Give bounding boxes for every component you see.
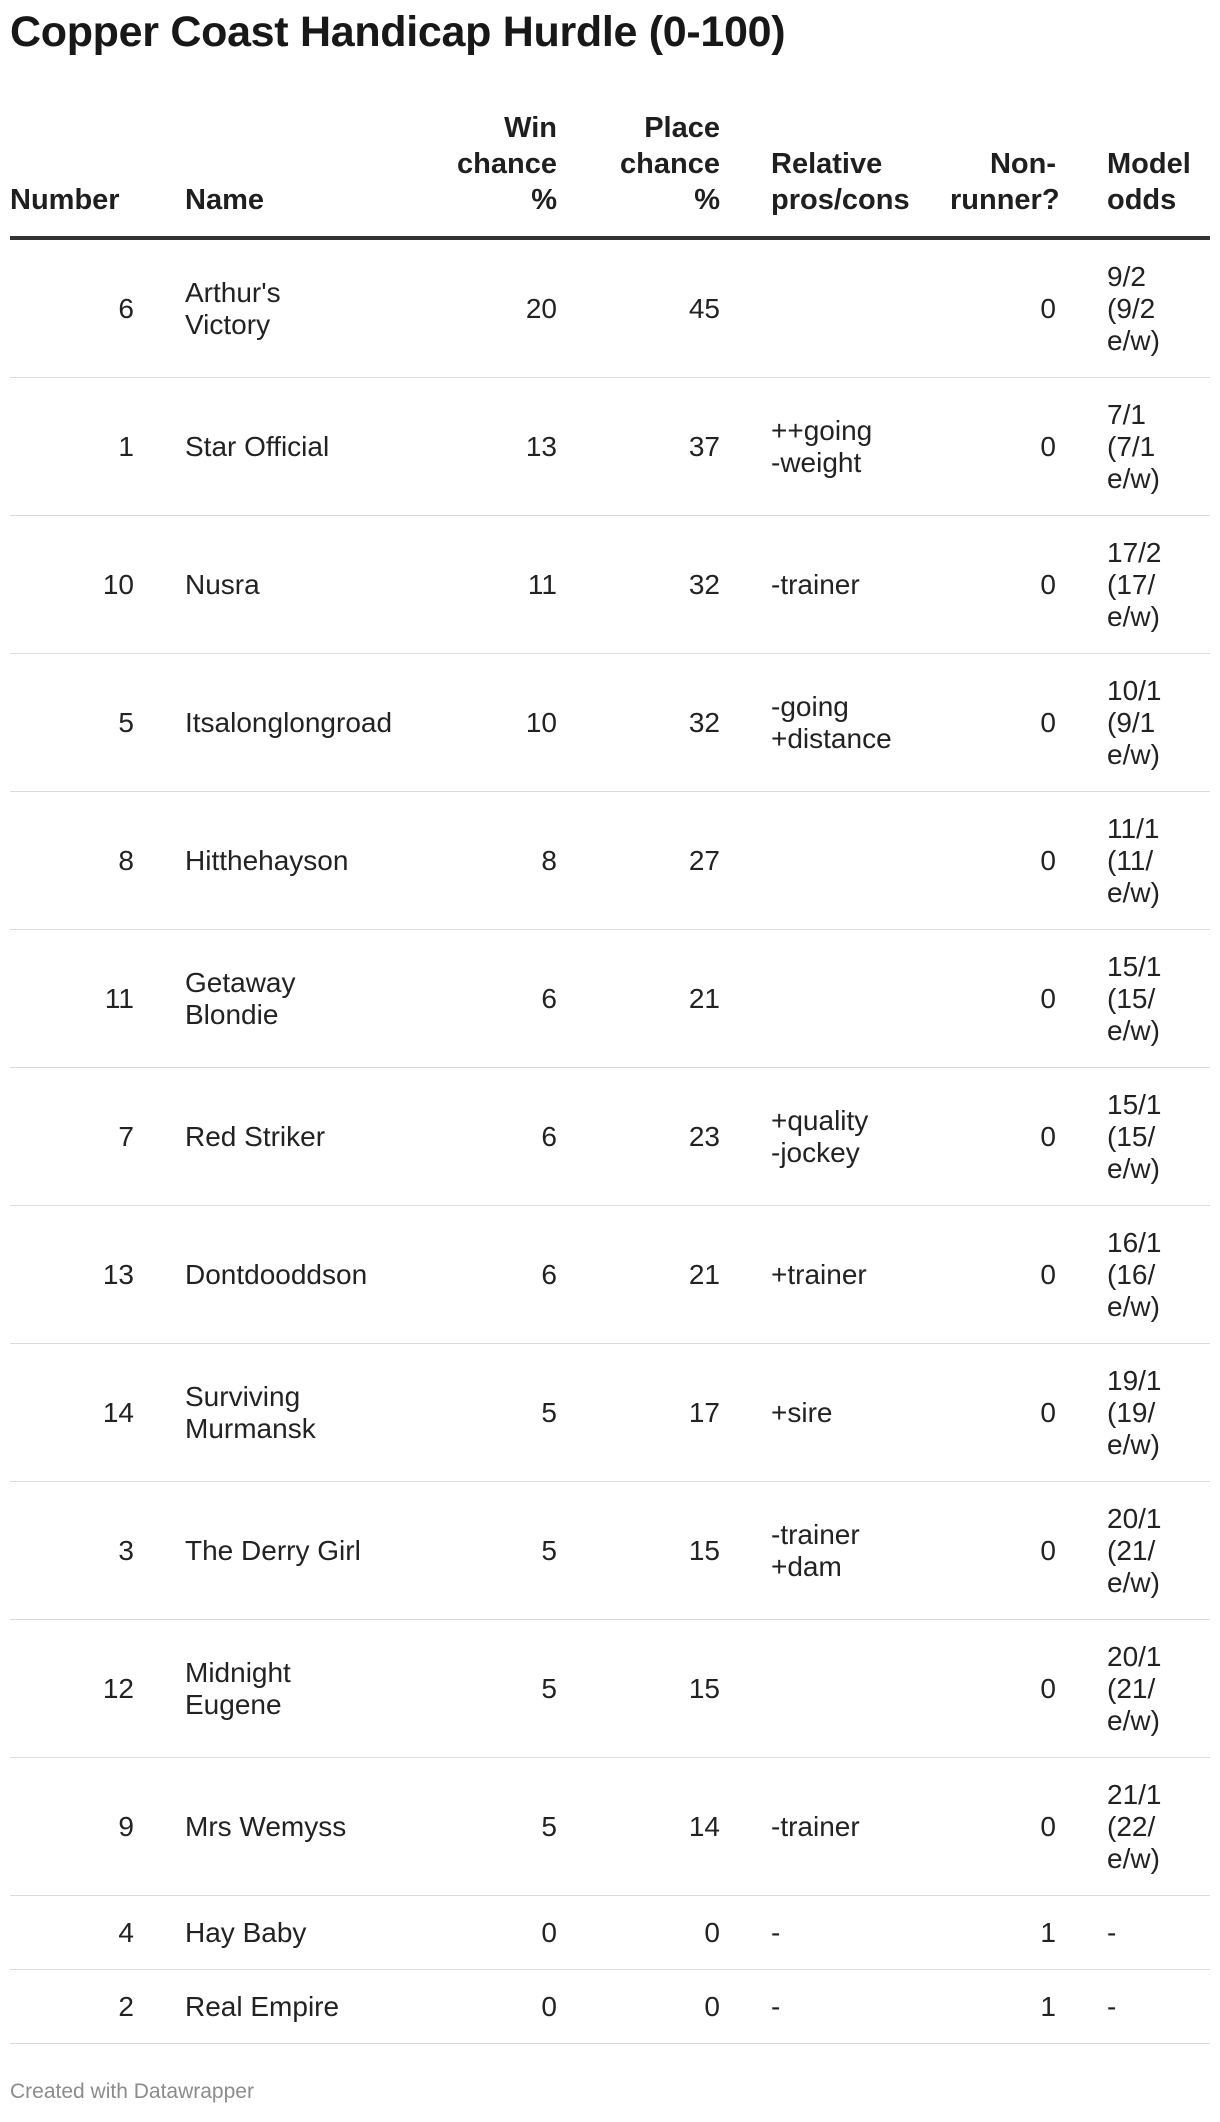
cell-win-chance: 6: [372, 930, 557, 1068]
cell-number: 6: [10, 238, 134, 378]
cell-non-runner: 0: [950, 930, 1056, 1068]
cell-place-chance: 27: [557, 792, 720, 930]
column-header-place-chance[interactable]: Place chance %: [557, 110, 720, 238]
cell-non-runner: 0: [950, 378, 1056, 516]
cell-number: 10: [10, 516, 134, 654]
cell-win-chance: 6: [372, 1206, 557, 1344]
table-row: [10, 1758, 1210, 1896]
cell-relative: +sire: [720, 1344, 950, 1482]
cell-name: The Derry Girl: [134, 1482, 372, 1620]
cell-model-odds: 15/1 (15/ e/w): [1056, 1068, 1210, 1206]
cell-place-chance: 23: [557, 1068, 720, 1206]
cell-non-runner: 0: [950, 1068, 1056, 1206]
table-row: [10, 516, 1210, 654]
cell-place-chance: 21: [557, 1206, 720, 1344]
table-row: [10, 792, 1210, 930]
page-title: Copper Coast Handicap Hurdle (0-100): [10, 8, 786, 56]
footer-credit: Created with Datawrapper: [10, 2080, 254, 2103]
table-row: [10, 1482, 1210, 1620]
cell-place-chance: 14: [557, 1758, 720, 1896]
cell-non-runner: 0: [950, 654, 1056, 792]
cell-place-chance: 0: [557, 1896, 720, 1970]
cell-place-chance: 21: [557, 930, 720, 1068]
runners-table: [10, 110, 1210, 2044]
cell-relative: -trainer +dam: [720, 1482, 950, 1620]
cell-win-chance: 10: [372, 654, 557, 792]
cell-win-chance: 0: [372, 1970, 557, 2044]
cell-name: Star Official: [134, 378, 372, 516]
table-row: [10, 1620, 1210, 1758]
table-row: [10, 378, 1210, 516]
cell-model-odds: 15/1 (15/ e/w): [1056, 930, 1210, 1068]
cell-name: Real Empire: [134, 1970, 372, 2044]
cell-non-runner: 0: [950, 238, 1056, 378]
cell-non-runner: 0: [950, 1758, 1056, 1896]
cell-place-chance: 15: [557, 1482, 720, 1620]
cell-place-chance: 15: [557, 1620, 720, 1758]
table-row: [10, 1068, 1210, 1206]
cell-number: 8: [10, 792, 134, 930]
cell-win-chance: 5: [372, 1620, 557, 1758]
cell-model-odds: 10/1 (9/1 e/w): [1056, 654, 1210, 792]
cell-model-odds: 20/1 (21/ e/w): [1056, 1482, 1210, 1620]
cell-number: 13: [10, 1206, 134, 1344]
cell-number: 3: [10, 1482, 134, 1620]
cell-model-odds: 19/1 (19/ e/w): [1056, 1344, 1210, 1482]
cell-name: Midnight Eugene: [134, 1620, 372, 1758]
cell-win-chance: 20: [372, 238, 557, 378]
cell-number: 12: [10, 1620, 134, 1758]
column-header-name[interactable]: Name: [134, 110, 372, 238]
cell-relative: [720, 1620, 950, 1758]
cell-number: 1: [10, 378, 134, 516]
column-header-win-chance[interactable]: Win chance %: [372, 110, 557, 238]
cell-place-chance: 37: [557, 378, 720, 516]
cell-relative: -: [720, 1896, 950, 1970]
cell-non-runner: 0: [950, 516, 1056, 654]
cell-number: 11: [10, 930, 134, 1068]
cell-win-chance: 5: [372, 1482, 557, 1620]
cell-number: 2: [10, 1970, 134, 2044]
cell-number: 9: [10, 1758, 134, 1896]
cell-non-runner: 0: [950, 792, 1056, 930]
column-header-model-odds[interactable]: Model odds: [1056, 110, 1210, 238]
cell-model-odds: 20/1 (21/ e/w): [1056, 1620, 1210, 1758]
cell-relative: -trainer: [720, 516, 950, 654]
cell-place-chance: 45: [557, 238, 720, 378]
cell-name: Getaway Blondie: [134, 930, 372, 1068]
cell-place-chance: 17: [557, 1344, 720, 1482]
cell-non-runner: 1: [950, 1970, 1056, 2044]
cell-win-chance: 13: [372, 378, 557, 516]
cell-model-odds: -: [1056, 1896, 1210, 1970]
cell-name: Hay Baby: [134, 1896, 372, 1970]
cell-non-runner: 0: [950, 1206, 1056, 1344]
cell-non-runner: 0: [950, 1620, 1056, 1758]
cell-non-runner: 1: [950, 1896, 1056, 1970]
cell-model-odds: -: [1056, 1970, 1210, 2044]
cell-win-chance: 8: [372, 792, 557, 930]
table-row: [10, 1896, 1210, 1970]
table-row: [10, 1344, 1210, 1482]
table-row: [10, 1970, 1210, 2044]
cell-win-chance: 5: [372, 1344, 557, 1482]
cell-model-odds: 7/1 (7/1 e/w): [1056, 378, 1210, 516]
cell-model-odds: 21/1 (22/ e/w): [1056, 1758, 1210, 1896]
cell-relative: [720, 930, 950, 1068]
cell-number: 14: [10, 1344, 134, 1482]
column-header-relative[interactable]: Relative pros/cons: [720, 110, 950, 238]
header-row: [10, 110, 1210, 238]
cell-name: Arthur's Victory: [134, 238, 372, 378]
cell-name: Red Striker: [134, 1068, 372, 1206]
cell-name: Mrs Wemyss: [134, 1758, 372, 1896]
cell-win-chance: 0: [372, 1896, 557, 1970]
cell-place-chance: 32: [557, 516, 720, 654]
cell-win-chance: 5: [372, 1758, 557, 1896]
cell-relative: +quality -jockey: [720, 1068, 950, 1206]
cell-relative: +trainer: [720, 1206, 950, 1344]
cell-relative: [720, 238, 950, 378]
cell-model-odds: 9/2 (9/2 e/w): [1056, 238, 1210, 378]
cell-non-runner: 0: [950, 1482, 1056, 1620]
cell-name: Surviving Murmansk: [134, 1344, 372, 1482]
column-header-non-runner[interactable]: Non- runner?: [950, 110, 1056, 238]
cell-name: Hitthehayson: [134, 792, 372, 930]
cell-win-chance: 11: [372, 516, 557, 654]
cell-relative: [720, 792, 950, 930]
cell-non-runner: 0: [950, 1344, 1056, 1482]
cell-number: 5: [10, 654, 134, 792]
cell-relative: -going +distance: [720, 654, 950, 792]
cell-number: 4: [10, 1896, 134, 1970]
table-row: [10, 238, 1210, 378]
cell-name: Dontdooddson: [134, 1206, 372, 1344]
runners-table-container: [10, 110, 1210, 2050]
table-body: [10, 238, 1210, 2044]
table-row: [10, 1206, 1210, 1344]
table-row: [10, 654, 1210, 792]
cell-relative: -: [720, 1970, 950, 2044]
cell-relative: ++going -weight: [720, 378, 950, 516]
cell-name: Itsalonglongroad: [134, 654, 372, 792]
cell-place-chance: 32: [557, 654, 720, 792]
column-header-number[interactable]: Number: [10, 110, 134, 238]
cell-model-odds: 11/1 (11/ e/w): [1056, 792, 1210, 930]
cell-relative: -trainer: [720, 1758, 950, 1896]
cell-model-odds: 17/2 (17/ e/w): [1056, 516, 1210, 654]
table-row: [10, 930, 1210, 1068]
cell-name: Nusra: [134, 516, 372, 654]
cell-place-chance: 0: [557, 1970, 720, 2044]
cell-win-chance: 6: [372, 1068, 557, 1206]
cell-number: 7: [10, 1068, 134, 1206]
cell-model-odds: 16/1 (16/ e/w): [1056, 1206, 1210, 1344]
